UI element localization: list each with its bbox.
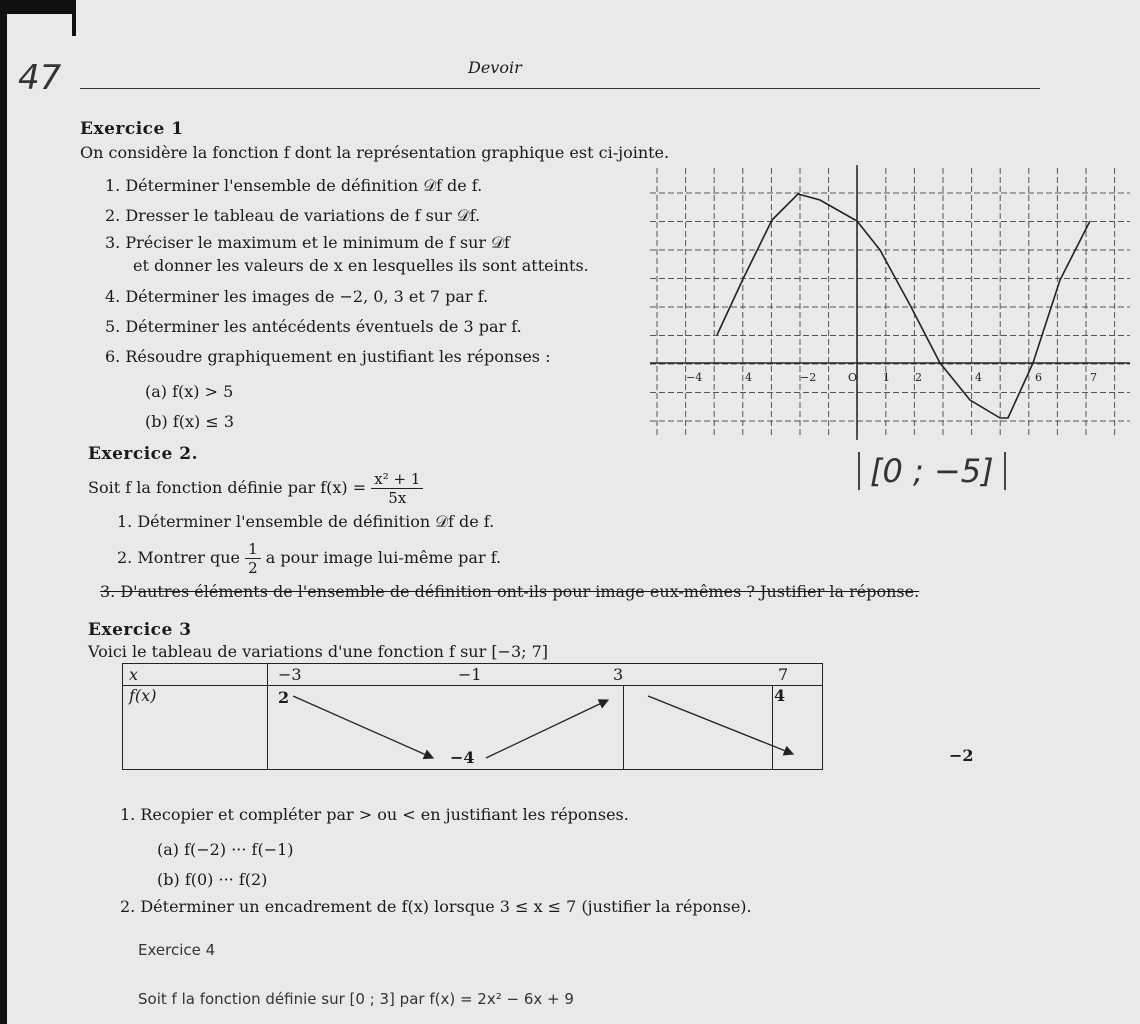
exercise-2-intro: Soit f la fonction définie par f(x) = $\frac{\text{x² + 1}}{5x}$: [88, 470, 423, 507]
x-label: x: [123, 664, 268, 686]
variation-table: [122, 663, 974, 770]
ex1-item: 4. Déterminer les images de −2, 0, 3 et 7 par f.: [105, 287, 489, 306]
function-graph: [640, 160, 1140, 450]
ex1-item: 3. Préciser le maximum et le minimum de f sur 𝒟f: [105, 233, 510, 252]
graph-tick-label: −4: [686, 371, 703, 384]
exercise-3-title: Exercice 3: [88, 620, 192, 640]
fraction-half: $\frac{1}{2}$: [245, 540, 261, 577]
graph-tick-label: O: [848, 371, 858, 384]
ex1-item: 1. Déterminer l'ensemble de définition 𝒟f de f.: [105, 176, 483, 195]
x-value: 3: [613, 665, 624, 684]
ex1-item: 2. Dresser le tableau de variations de f sur 𝒟f.: [105, 206, 481, 225]
ex1-item: et donner les valeurs de x en lesquelles ils sont atteints.: [133, 256, 589, 275]
exercise-1-title: Exercice 1: [80, 119, 184, 139]
ex2-item-1: 1. Déterminer l'ensemble de définition 𝒟f de f.: [117, 512, 495, 531]
ex3-q1b: (b) f(0) ··· f(2): [157, 870, 268, 889]
graph-tick-label: −2: [800, 371, 817, 384]
function-curve: [717, 194, 1090, 418]
f-value: 4: [774, 686, 786, 705]
graph-tick-label: 2: [915, 371, 922, 384]
ex3-q1: 1. Recopier et compléter par > ou < en justifiant les réponses.: [120, 805, 629, 824]
page-title: Devoir: [468, 58, 522, 77]
scan-edge: [0, 0, 7, 1024]
f-value: −4: [450, 748, 475, 767]
exercise-4-intro: Soit f la fonction définie sur [0 ; 3] par f(x) = 2x² − 6x + 9: [138, 990, 574, 1008]
ex2-item-2: 2. Montrer que $\frac{1}{2}$ a pour image lui-même par f.: [117, 540, 502, 577]
f-value: −2: [949, 746, 974, 765]
ex3-q1a: (a) f(−2) ··· f(−1): [157, 840, 294, 859]
exercise-3-intro: Voici le tableau de variations d'une fonction f sur [−3; 7]: [88, 642, 549, 661]
graph-tick-label: 1: [883, 371, 890, 384]
graph-tick-label: 4: [975, 371, 982, 384]
graph-tick-label: 6: [1035, 371, 1042, 384]
x-value: 7: [778, 665, 789, 684]
x-value: −1: [458, 665, 482, 684]
exercise-2-title: Exercice 2.: [88, 444, 199, 464]
handwritten-note: [0 ; −5]: [858, 452, 1006, 490]
f-value: 2: [278, 688, 290, 707]
graph-tick-label: 7: [1090, 371, 1097, 384]
exercise-1-intro: On considère la fonction f dont la représentation graphique est ci-jointe.: [80, 143, 670, 162]
scan-corner: [0, 0, 76, 36]
ex1-item: 5. Déterminer les antécédents éventuels de 3 par f.: [105, 317, 522, 336]
header-rule: [80, 88, 1040, 89]
fraction: $\frac{\text{x² + 1}}{5x}$: [371, 470, 423, 507]
x-value: −3: [278, 665, 302, 684]
ex1-item: (b) f(x) ≤ 3: [145, 412, 234, 431]
ex1-item: (a) f(x) > 5: [145, 382, 234, 401]
page-mark: 47: [18, 58, 62, 98]
ex2-item-3-struck: 3. D'autres éléments de l'ensemble de définition ont-ils pour image eux-mêmes ? Justifier la réponse.: [100, 582, 920, 601]
exercise-4-title: Exercice 4: [138, 941, 216, 959]
fx-label: f(x): [123, 686, 268, 770]
ex1-item: 6. Résoudre graphiquement en justifiant les réponses :: [105, 347, 551, 366]
ex3-q2: 2. Déterminer un encadrement de f(x) lorsque 3 ≤ x ≤ 7 (justifier la réponse).: [120, 897, 752, 916]
graph-tick-label: 4: [745, 371, 752, 384]
